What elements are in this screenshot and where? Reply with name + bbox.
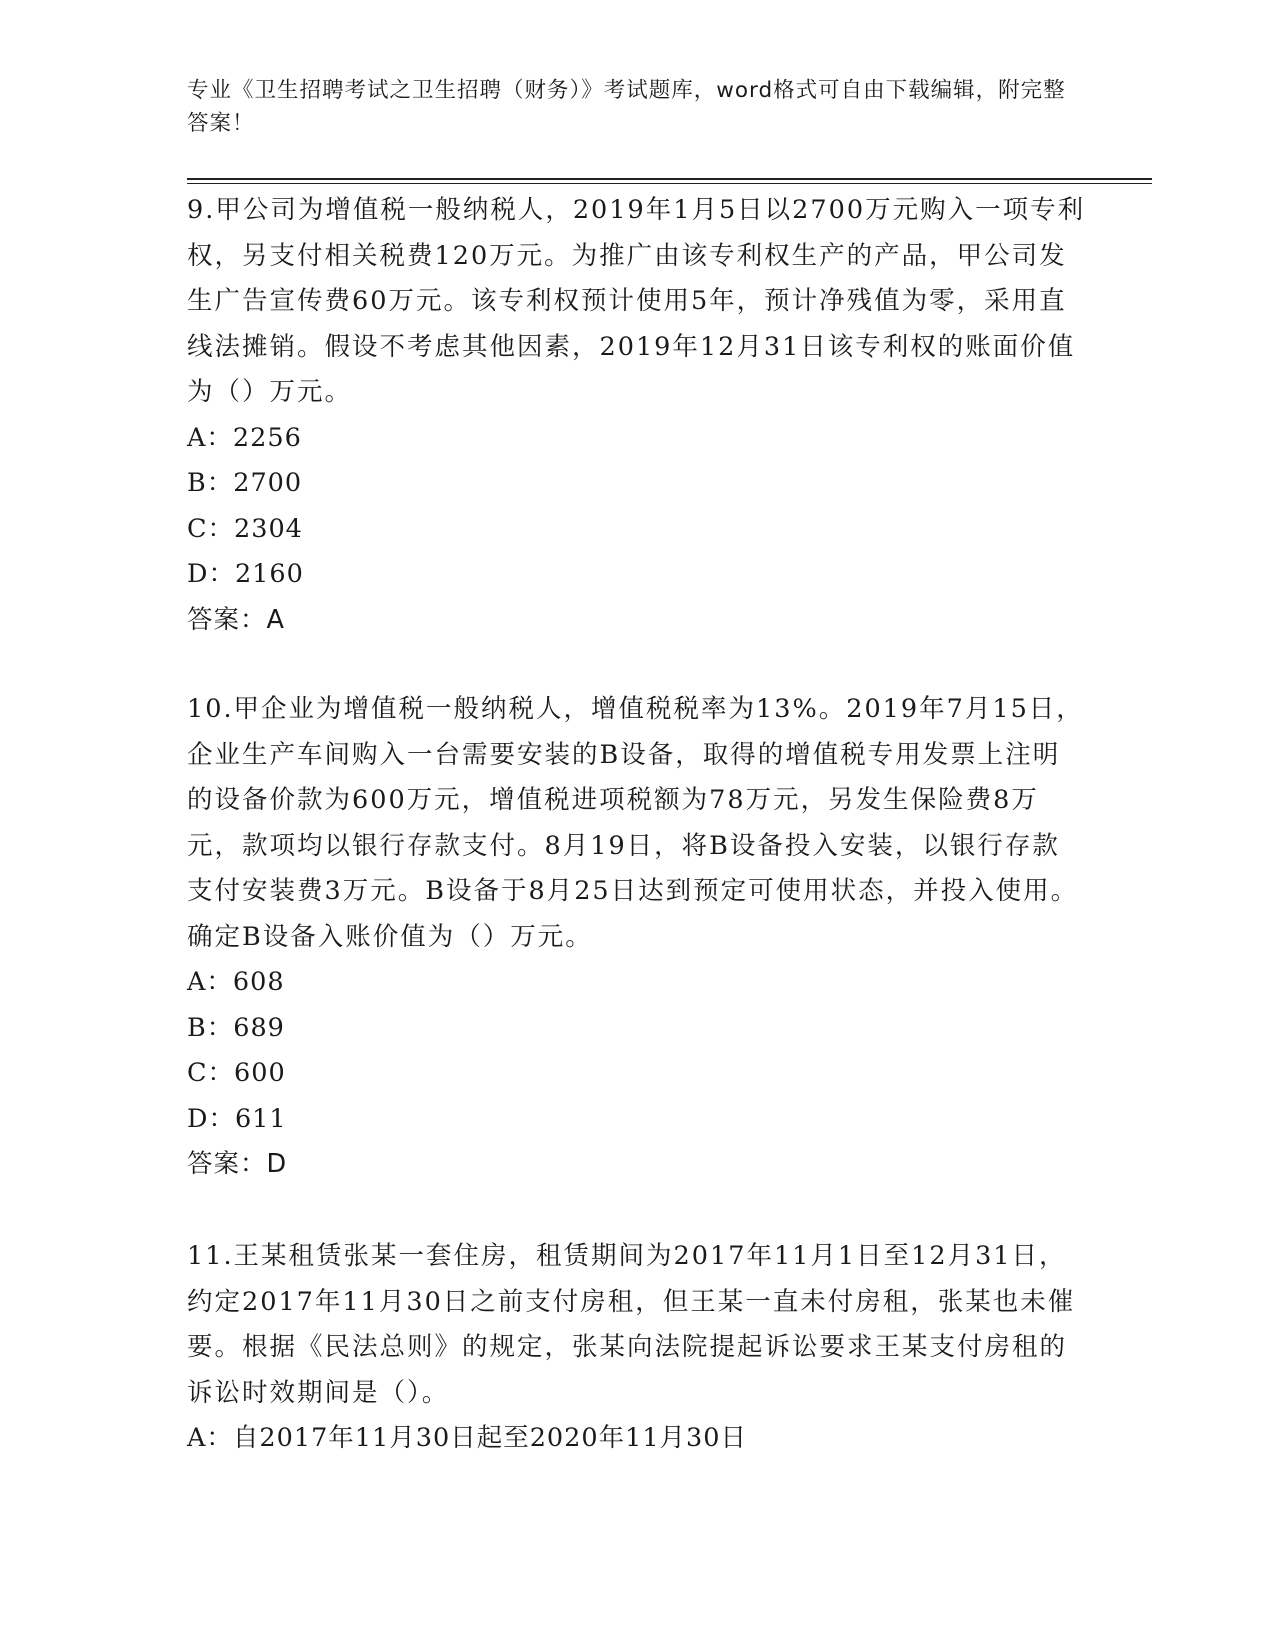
option-b: B：2700 <box>187 468 303 498</box>
option-a: A：自2017年11月30日起至2020年11月30日 <box>187 1423 747 1453</box>
option-b: B：689 <box>187 1012 285 1043</box>
question-text: 11.王某租赁张某一套住房，租赁期间为2017年11月1日至12月31日，约定2017年11月30日之前支付房租，但王某一直未付房租，张某也未催要。根据《民法总则》的规定，张某向法院提起诉讼要求王某支付房租的诉讼时效期间是（）。 <box>187 1241 1076 1408</box>
option-c: C：2304 <box>187 513 303 544</box>
option-a: A：2256 <box>187 422 302 453</box>
header-divider <box>187 178 1152 180</box>
question-9 <box>187 188 1087 643</box>
option-a: A：608 <box>187 967 285 997</box>
answer: 答案：A <box>187 604 285 635</box>
question-11 <box>187 1234 1087 1462</box>
header-divider-thin <box>187 183 1152 184</box>
option-d: D：611 <box>187 1103 287 1134</box>
answer: 答案：D <box>187 1149 288 1179</box>
option-c: C：600 <box>187 1058 286 1088</box>
question-text: 10.甲企业为增值税一般纳税人，增值税税率为13%。2019年7月15日，企业生产车间购入一台需要安装的B设备，取得的增值税专用发票上注明的设备价款为600万元，增值税进项税额为78万元，另发生保险费8万元，款项均以银行存款支付。8月19日，将B设备投入安装，以银行存款支付安装费3万元。B设备于8月25日达到预定可使用状态，并投入使用。确定B设备入账价值为（）万元。 <box>187 694 1084 952</box>
option-d: D：2160 <box>187 559 304 589</box>
document-header: 专业《卫生招聘考试之卫生招聘（财务）》考试题库，word格式可自由下载编辑，附完整答案！ <box>187 78 1066 136</box>
question-10 <box>187 687 1087 1188</box>
question-text: 9.甲公司为增值税一般纳税人，2019年1月5日以2700万元购入一项专利权，另支付相关税费120万元。为推广由该专利权生产的产品，甲公司发生广告宣传费60万元。该专利权预计使用5年，预计净残值为零，采用直线法摊销。假设不考虑其他因素，2019年12月31日该专利权的账面价值为（）万元。 <box>187 195 1086 407</box>
